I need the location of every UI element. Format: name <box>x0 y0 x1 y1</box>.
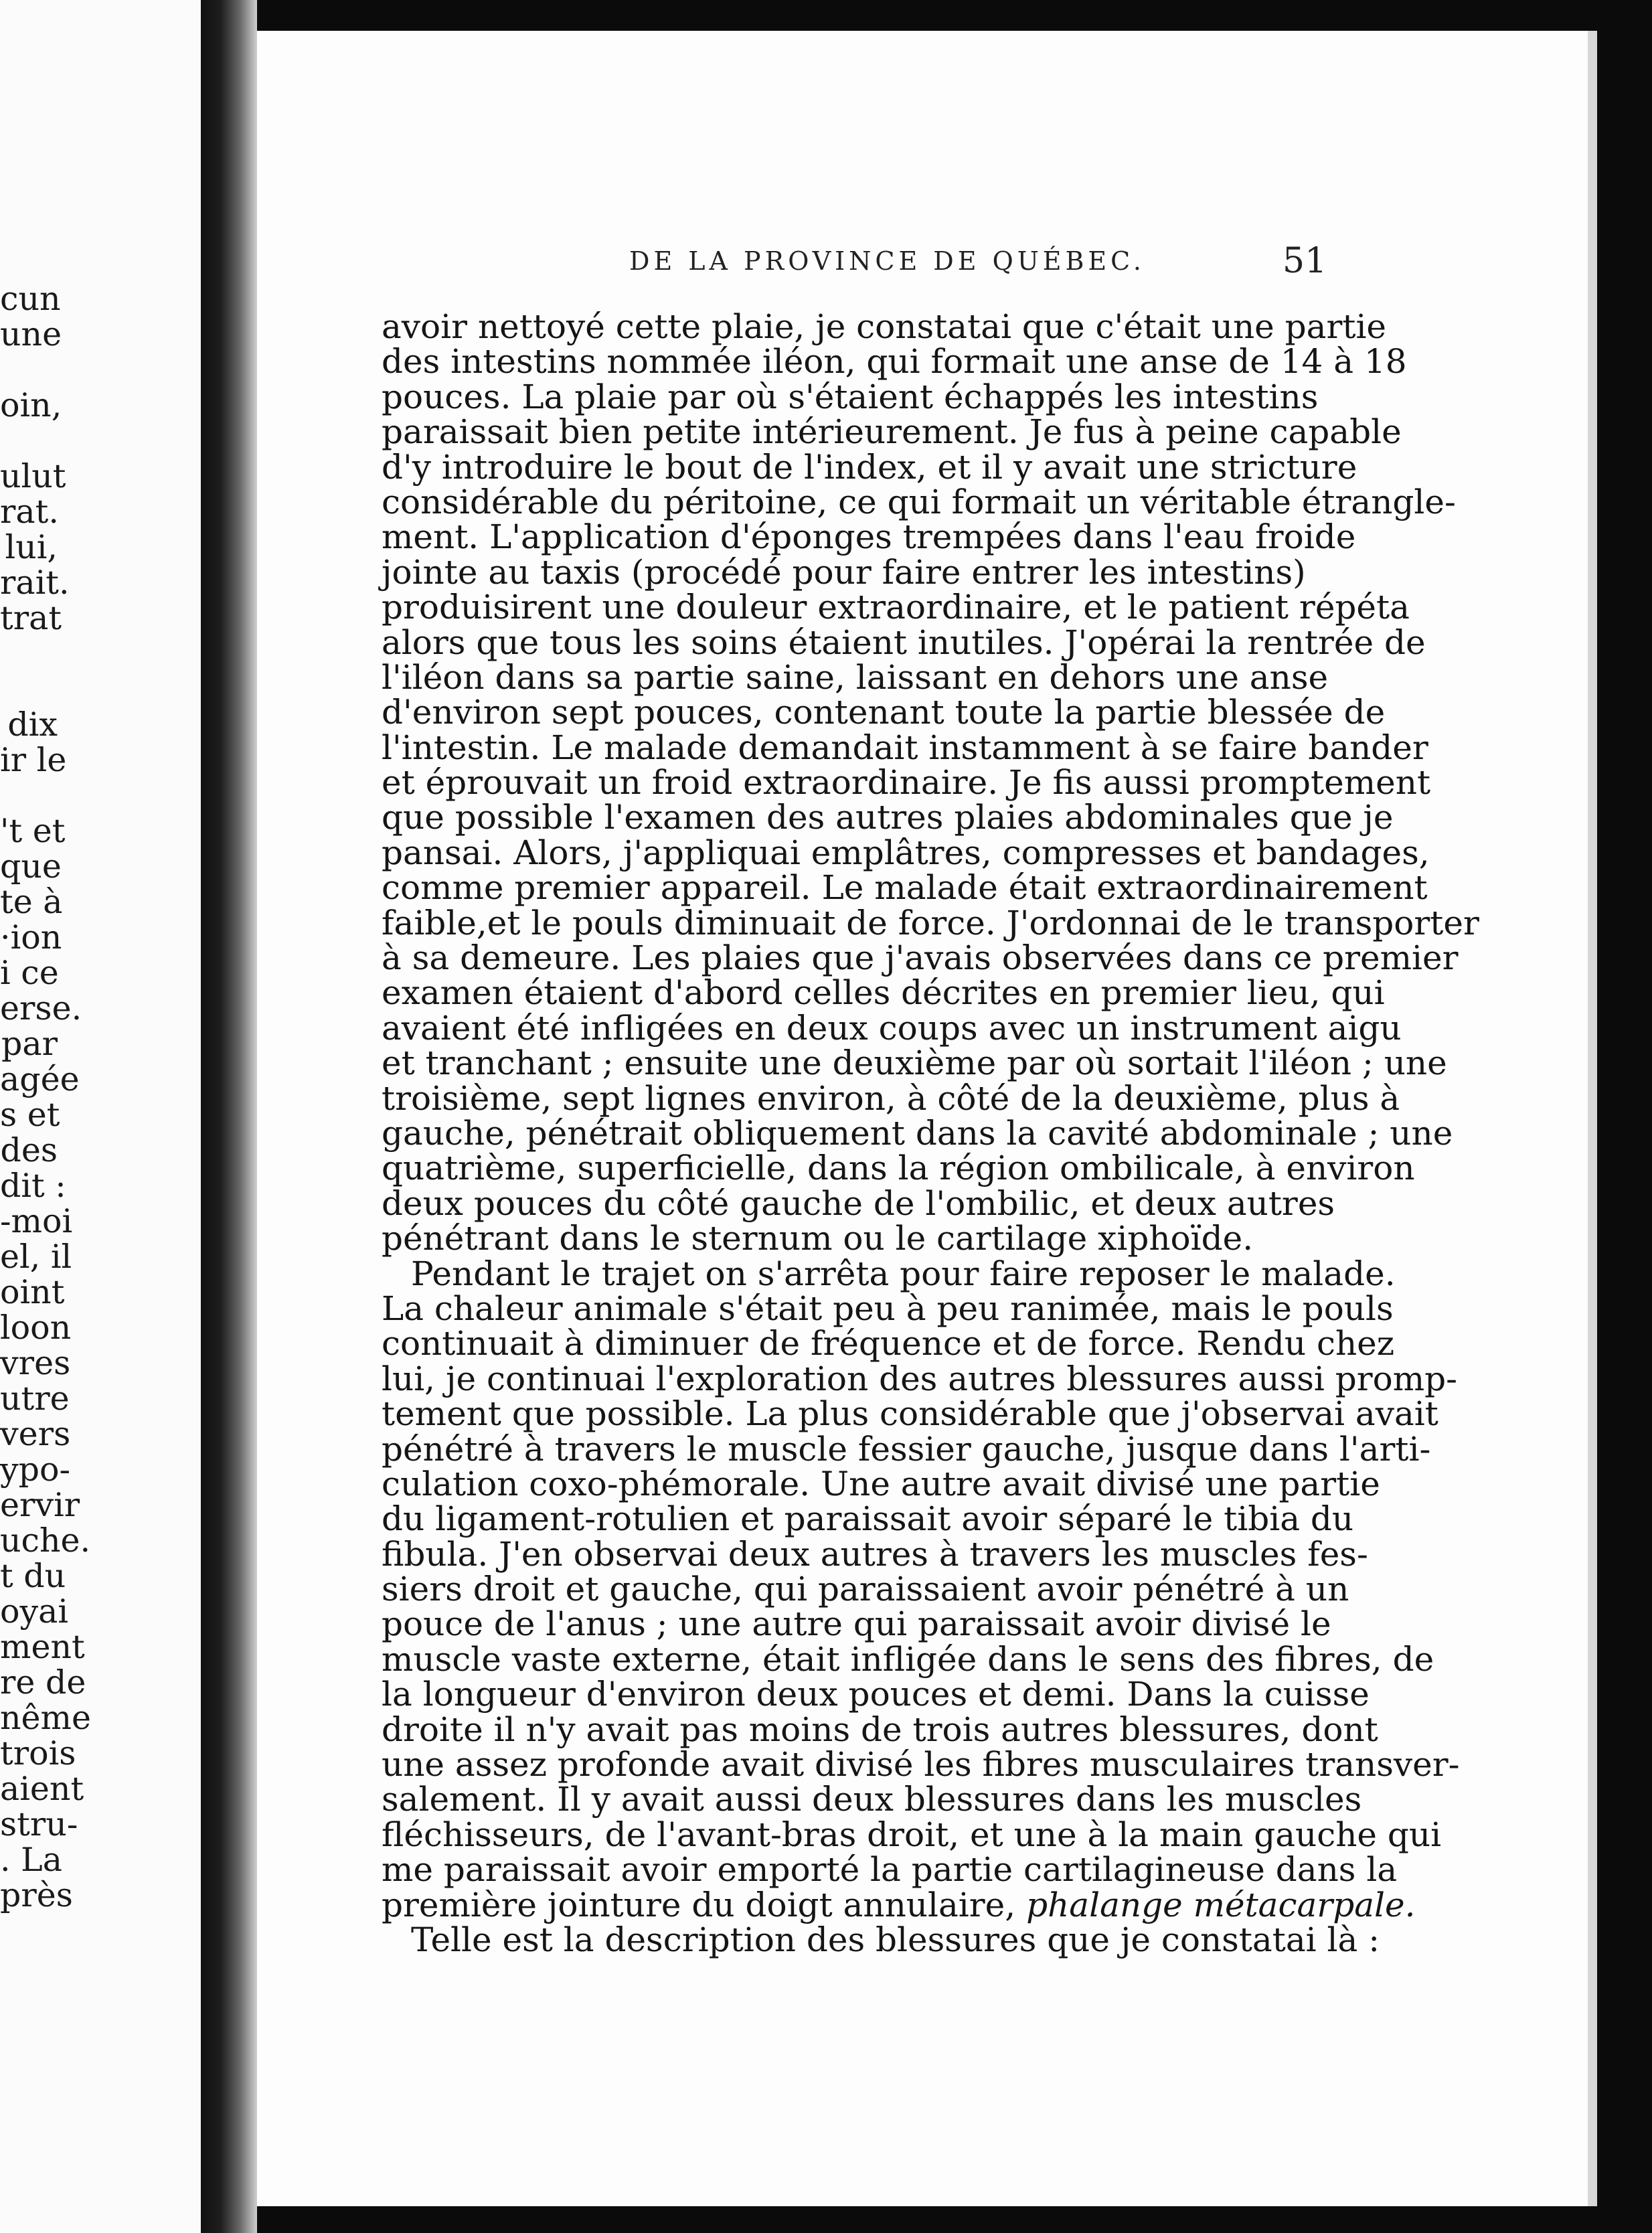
text-line-content: avaient été infligées en deux coups avec un instrument aigu <box>382 1008 1402 1048</box>
previous-page-line <box>0 636 58 671</box>
text-line-content: une assez profonde avait divisé les fibres musculaires transver- <box>382 1745 1460 1785</box>
text-line-content: l'iléon dans sa partie saine, laissant en dehors une anse <box>382 657 1329 697</box>
previous-page-line: dit : <box>0 1167 66 1205</box>
text-line-content: Telle est la description des blessures que je constatai là : <box>411 1920 1380 1959</box>
text-line-content: alors que tous les soins étaient inutiles. J'opérai la rentrée de <box>382 623 1426 662</box>
text-line <box>382 588 1410 627</box>
previous-page-line: des <box>0 1131 58 1169</box>
italic-term: phalange métacarpale. <box>1026 1885 1416 1924</box>
text-line <box>382 307 1387 346</box>
text-line-content: d'y introduire le bout de l'index, et il y avait une stricture <box>382 447 1357 487</box>
text-line-content: que possible l'examen des autres plaies abdominales que je <box>382 798 1394 837</box>
text-line <box>382 903 1479 942</box>
text-line <box>382 1429 1431 1469</box>
previous-page-line: cun <box>0 280 61 318</box>
previous-page-line: -moi <box>0 1202 73 1240</box>
text-line-content: examen étaient d'abord celles décrites en premier lieu, qui <box>382 973 1385 1013</box>
text-line-content: pénétrant dans le sternum ou le cartilage xiphoïde. <box>382 1219 1254 1258</box>
text-line <box>382 973 1385 1013</box>
text-line-content: première jointure du doigt annulaire, <box>382 1885 1016 1924</box>
previous-page-line: que <box>0 847 62 886</box>
previous-page-line: près <box>0 1876 73 1914</box>
text-line <box>382 1113 1453 1153</box>
previous-page-line: stru- <box>0 1805 78 1843</box>
text-line <box>382 833 1430 872</box>
previous-page-line: s et <box>0 1096 60 1134</box>
text-line <box>382 1499 1354 1539</box>
previous-page-line: une <box>0 315 62 353</box>
previous-page-line: vres <box>0 1344 71 1382</box>
text-line <box>382 342 1407 382</box>
previous-page-line: ment <box>0 1628 85 1666</box>
text-line <box>382 1780 1362 1819</box>
text-line-content: et éprouvait un froid extraordinaire. Je fis aussi promptement <box>382 763 1431 803</box>
text-line <box>382 1885 1416 1924</box>
text-line <box>382 1675 1370 1714</box>
text-line <box>382 798 1394 837</box>
text-line-content: quatrième, superficielle, dans la région ombilicale, à environ <box>382 1149 1415 1188</box>
text-line-content: des intestins nommée iléon, qui formait une anse de 14 à 18 <box>382 342 1407 382</box>
text-line-content: lui, je continuai l'exploration des autres blessures aussi promp- <box>382 1359 1458 1398</box>
text-line <box>382 1920 1380 1959</box>
text-line <box>382 1639 1434 1679</box>
text-line-content: troisième, sept lignes environ, à côté de la deuxième, plus à <box>382 1078 1400 1118</box>
text-line <box>382 1078 1400 1118</box>
previous-page-line: agée <box>0 1060 80 1098</box>
previous-page-line: lui, <box>5 528 58 566</box>
text-line-content: me paraissait avoir emporté la partie cartilagineuse dans la <box>382 1850 1398 1890</box>
text-line-content: ment. L'application d'éponges trempées dans l'eau froide <box>382 517 1356 557</box>
text-line-content: gauche, pénétrait obliquement dans la cavité abdominale ; une <box>382 1113 1453 1153</box>
text-line <box>382 1850 1398 1890</box>
previous-page-line: . La <box>0 1841 62 1879</box>
text-line-content: Pendant le trajet on s'arrêta pour faire reposer le malade. <box>411 1254 1396 1293</box>
text-line-content: continuait à diminuer de fréquence et de force. Rendu chez <box>382 1324 1395 1363</box>
body-text <box>382 307 1479 1959</box>
text-line <box>382 1604 1331 1644</box>
text-line <box>382 1394 1438 1434</box>
text-line-content: du ligament-rotulien et paraissait avoir séparé le tibia du <box>382 1499 1354 1539</box>
text-line <box>382 763 1431 803</box>
previous-page-line <box>0 671 58 707</box>
text-line <box>382 868 1428 908</box>
previous-page-line: ·ion <box>0 918 62 957</box>
previous-page-line: uche. <box>0 1521 91 1560</box>
text-line <box>382 1044 1447 1083</box>
previous-page-line: aient <box>0 1770 84 1808</box>
text-line-content: paraissait bien petite intérieurement. Je fus à peine capable <box>382 412 1402 452</box>
text-line <box>382 1534 1368 1574</box>
text-line <box>382 1221 1292 1256</box>
previous-page-line: t du <box>0 1557 66 1595</box>
previous-page-line: vers <box>0 1415 71 1453</box>
text-line <box>382 1008 1402 1048</box>
previous-page-line: erse. <box>0 989 82 1027</box>
page-edge <box>1588 31 1597 2206</box>
text-line <box>382 1745 1460 1785</box>
text-line-content: produisirent une douleur extraordinaire, et le patient répéta <box>382 588 1410 627</box>
previous-page-line: ́rat. <box>0 493 59 531</box>
previous-page-line: rait. <box>0 564 70 602</box>
text-line-content: jointe au taxis (procédé pour faire entrer les intestins) <box>382 552 1306 592</box>
text-line-content: muscle vaste externe, était infligée dans le sens des fibres, de <box>382 1639 1434 1679</box>
previous-page-line: ervir <box>0 1486 80 1524</box>
text-line-content: tement que possible. La plus considérable que j'observai avait <box>382 1394 1438 1434</box>
text-line-content: et tranchant ; ensuite une deuxième par où sortait l'iléon ; une <box>382 1044 1447 1083</box>
page-number: 51 <box>1283 241 1327 281</box>
previous-page-line: par <box>1 1025 58 1063</box>
text-line <box>382 377 1319 416</box>
previous-page-line <box>0 352 58 388</box>
text-line <box>382 1324 1395 1363</box>
text-line <box>382 1570 1349 1609</box>
text-line <box>382 938 1459 978</box>
previous-page-line: nême <box>0 1699 92 1737</box>
previous-page-line: dix <box>7 706 58 744</box>
previous-page-line <box>0 423 58 459</box>
text-line-content: considérable du péritoine, ce qui formait un véritable étrangle- <box>382 482 1456 521</box>
text-line-content: la longueur d'environ deux pouces et demi. Dans la cuisse <box>382 1675 1370 1714</box>
text-line-content: La chaleur animale s'était peu à peu ranimée, mais le pouls <box>382 1289 1394 1328</box>
text-line-content: pouce de l'anus ; une autre qui paraissait avoir divisé le <box>382 1604 1331 1644</box>
text-line <box>382 447 1357 487</box>
text-line <box>382 1183 1335 1223</box>
previous-page-line: trois <box>0 1734 76 1772</box>
text-line-content: fibula. J'en observai deux autres à travers les muscles fes- <box>382 1534 1368 1574</box>
text-line-content: pansai. Alors, j'appliquai emplâtres, compresses et bandages, <box>382 833 1430 872</box>
previous-page-line: ulut <box>0 457 66 495</box>
text-line <box>382 1359 1458 1398</box>
text-line <box>382 657 1329 697</box>
running-head: DE LA PROVINCE DE QUÉBEC. <box>629 246 1145 276</box>
text-line <box>382 1289 1394 1328</box>
text-line <box>382 412 1402 452</box>
previous-page-line: ir le <box>0 741 67 779</box>
previous-page-line: loon <box>0 1309 72 1347</box>
previous-page-line: oin, <box>0 386 62 424</box>
text-line <box>382 482 1456 521</box>
previous-page-line: utre <box>0 1380 70 1418</box>
text-line <box>382 1464 1380 1503</box>
previous-page-line <box>0 778 58 813</box>
text-line-content: faible,et le pouls diminuait de force. J'ordonnai de le transporter <box>382 903 1479 942</box>
previous-page-line: ypo- <box>0 1451 71 1489</box>
previous-page-line: oyai <box>0 1592 69 1631</box>
previous-page-text <box>0 280 92 1914</box>
text-line <box>382 693 1386 732</box>
text-line-content: siers droit et gauche, qui paraissaient avoir pénétré à un <box>382 1570 1349 1609</box>
text-line-content: culation coxo-phémorale. Une autre avait divisé une partie <box>382 1464 1380 1503</box>
text-line-content: comme premier appareil. Le malade était extraordinairement <box>382 868 1428 908</box>
previous-page-line: trat <box>0 599 62 637</box>
text-line <box>382 1815 1442 1854</box>
text-line-content: pénétré à travers le muscle fessier gauche, jusque dans l'arti- <box>382 1429 1431 1469</box>
text-line <box>382 1710 1378 1749</box>
book-gutter <box>201 0 257 2233</box>
previous-page-line: i ce <box>0 954 59 992</box>
text-line-content: d'environ sept pouces, contenant toute la partie blessée de <box>382 693 1386 732</box>
previous-page-line: el, il <box>0 1238 72 1276</box>
previous-page <box>0 0 201 2233</box>
text-line <box>382 1254 1396 1293</box>
text-line-content: pouces. La plaie par où s'étaient échappés les intestins <box>382 377 1319 416</box>
text-line-content: l'intestin. Le malade demandait instamment à se faire bander <box>382 728 1428 767</box>
text-line-content: droite il n'y avait pas moins de trois autres blessures, dont <box>382 1710 1378 1749</box>
previous-page-line: 't et <box>0 812 66 850</box>
text-line-content: avoir nettoyé cette plaie, je constatai que c'était une partie <box>382 307 1387 346</box>
text-line-content: fléchisseurs, de l'avant-bras droit, et une à la main gauche qui <box>382 1815 1442 1854</box>
previous-page-line: re de <box>0 1663 86 1702</box>
previous-page-line: oint <box>0 1273 65 1311</box>
text-line <box>382 728 1428 767</box>
text-line <box>382 1149 1415 1188</box>
previous-page-line: te à <box>0 883 63 921</box>
text-line-content: à sa demeure. Les plaies que j'avais observées dans ce premier <box>382 938 1459 978</box>
text-line-content: salement. Il y avait aussi deux blessures dans les muscles <box>382 1780 1362 1819</box>
text-line <box>382 623 1426 662</box>
text-line <box>382 552 1306 592</box>
text-line-content: deux pouces du côté gauche de l'ombilic, et deux autres <box>382 1183 1335 1223</box>
text-line <box>382 517 1356 557</box>
